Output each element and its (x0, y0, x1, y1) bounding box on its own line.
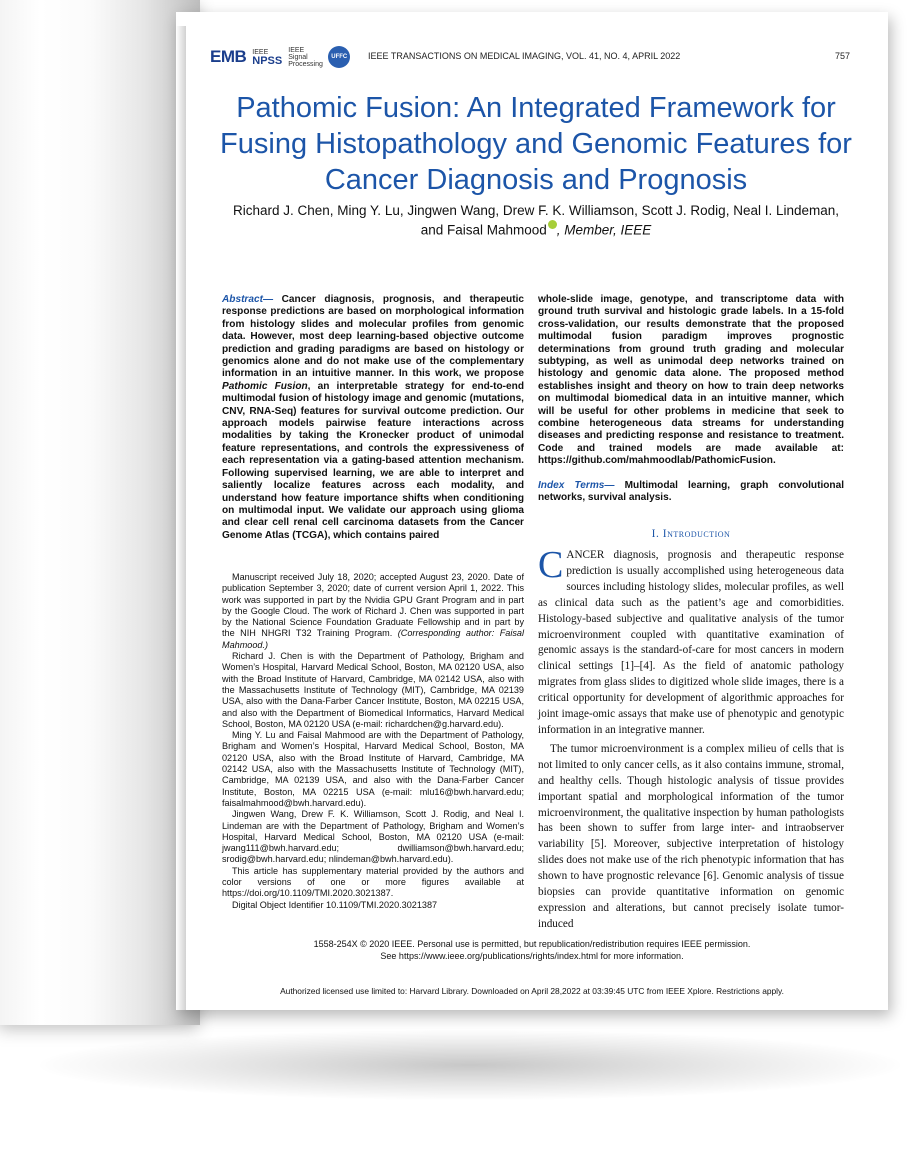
intro-paragraph-1: CANCER diagnosis, prognosis and therapeutic response prediction is usually accomplished using heterogeneous data sources including histology slides, molecular profiles, as well as clinical data such as the patient’s age and comorbidities. Histology-based subjective and qualitative analysis of the tumor microenvironment coupled with quantitative examination of genomic assays is the standard-of-care for most cancers in modern clinical settings [1]–[4]. As the field of anatomic pathology migrates from glass slides to digitized whole slide images, there is a critical opportunity for development of algorithmic approaches for joint image-omic assays that make use of phenotypic and genotypic information in an integrative manner. (538, 544, 844, 736)
curled-left-page (0, 0, 200, 1025)
page-header (176, 42, 888, 72)
index-terms (538, 480, 844, 505)
intro-first-word: ANCER (566, 549, 605, 561)
page-drop-shadow (40, 1030, 900, 1100)
footnotes (222, 572, 524, 911)
section-heading-introduction: I. Introduction (651, 528, 731, 540)
paper-title: Pathomic Fusion: An Integrated Framework for Fusing Histopathology and Genomic Features for Cancer Diagnosis and Prognosis (220, 92, 852, 196)
abstract-method-name: Pathomic Fusion (222, 380, 308, 392)
member-ieee: , Member, IEEE (556, 222, 652, 238)
society-logos (210, 42, 350, 72)
intro-paragraph-2: The tumor microenvironment is a complex milieu of cells that is not limited to only cancer cells, as it also contains immune, stromal, and healthy cells. Though histologic analysis of tissue provides important spatial and morphological information of the tumor microenvironment, the qualitative inspection by human pathologists has been shown to suffer from large inter- and intraobserver variability [5]. Moreover, subjective interpretation of histology slides does not make use of the rich phenotypic information that has shown to have prognostic relevance [6]. Genomic analysis of tissue biopsies can provide quantitative information on genomic expression and alterations, but cannot precisely isolate tumor-induced (538, 742, 844, 930)
footnote-affiliation-chen: Richard J. Chen is with the Department of Pathology, Brigham and Women’s Hospital, Harvard Medical School, Boston, MA 02120 USA, also with the Broad Institute of Harvard, Cambridge, MA 02142 USA, also with the Massachusetts Institute of Technology (MIT), Cambridge, MA 02139 USA, also with the Dana-Farber Cancer Institute, Boston, MA 02215 USA, and also with the Department of Biomedical Informatics, Harvard Medical School, Boston, MA 02120 USA (e-mail: richardchen@g.harvard.edu). (222, 651, 524, 729)
ieee-signal-processing-logo-icon: IEEE Signal Processing (288, 46, 323, 68)
abstract-left-column (222, 294, 524, 542)
authors-line-2: and Faisal Mahmood (420, 222, 547, 238)
abstract-text-1: Cancer diagnosis, prognosis, and therapeutic response predictions are based on morphological information from histology slides and molecular profiles from genomic data. However, most deep learning-based objective outcome prediction and grading paradigms are based on histology or genomics alone and do not make use of the complementary information in an intuitive manner. In this work, we propose (222, 294, 524, 380)
footnote-affiliation-lu-mahmood: Ming Y. Lu and Faisal Mahmood are with the Department of Pathology, Brigham and Women’s Hospital, Harvard Medical School, Boston, MA 02120 USA, also with the Broad Institute of Harvard, Cambridge, MA 02142 USA, also with the Massachusetts Institute of Technology (MIT), Cambridge, MA 02139 USA, and also with the Dana-Farber Cancer Institute, Boston, MA 02215 USA (e-mail: mlu16@bwh.harvard.edu; faisalmahmood@bwh.harvard.edu). (222, 730, 524, 808)
emb-logo-icon: EMB (210, 47, 247, 66)
index-terms-label: Index Terms— (538, 480, 615, 491)
page-fold-shade (176, 26, 186, 1010)
abstract-right-column: whole-slide image, genotype, and transcriptome data with ground truth survival and histologic grade labels. In a 15-fold cross-validation, our results demonstrate that the proposed multimodal fusion paradigm improves prognostic determinations from ground truth grading and molecular subtyping, as well as unimodal deep networks trained on histology and genomic data alone. The proposed method establishes insight and theory on how to train deep networks on multimodal biomedical data in an intuitive manner, which will be useful for other problems in medicine that seek to combine heterogeneous data streams for understanding diseases and predicting response and resistance to treatment. Code and trained models are made available at: https://github.com/mahmoodlab/PathomicFusion. (538, 294, 844, 467)
ieee-npss-logo-icon: IEEE NPSS (252, 48, 283, 67)
journal-running-head: IEEE TRANSACTIONS ON MEDICAL IMAGING, VOL. 41, NO. 4, APRIL 2022 (368, 51, 681, 61)
author-list (206, 202, 866, 240)
abstract-text-2: , an interpretable strategy for end-to-end multimodal fusion of histology image and genomic (mutations, CNV, RNA-Seq) features for survival outcome prediction. Our approach models pairwise feature interactions across modalities by taking the Kronecker product of unimodal feature representations, and controls the expressiveness of each representation via a gating-based attention mechanism. Following supervised learning, we are able to interpret and saliently localize features across each modality, and understand how feature importance shifts when conditioning on multimodal input. We validate our approach using glioma and clear cell renal cell carcinoma datasets from the Cancer Genome Atlas (TCGA), which contains paired (222, 380, 524, 541)
paper-page (176, 12, 888, 1010)
page-number: 757 (834, 51, 850, 61)
uffc-logo-icon: UFFC (328, 46, 350, 68)
drop-cap: C (538, 544, 564, 586)
footnote-affiliation-others: Jingwen Wang, Drew F. K. Williamson, Scott J. Rodig, and Neal I. Lindeman are with the Department of Pathology, Brigham and Women’s Hospital, Harvard Medical School, Boston, MA 02120 USA (e-mail: jwang111@bwh.harvard.edu; dwilliamson@bwh.harvard.edu; srodig@bwh.harvard.edu; nlindeman@bwh.harvard.edu). (222, 809, 524, 865)
introduction-body (538, 544, 844, 933)
footnote-supplementary: This article has supplementary material provided by the authors and color versions of one or more figures available at https://doi.org/10.1109/TMI.2020.3021387. (222, 865, 524, 899)
index-terms-text: Multimodal learning, graph convolutional networks, survival analysis. (538, 480, 845, 504)
abstract-label: Abstract— (222, 294, 274, 305)
footnote-doi: Digital Object Identifier 10.1109/TMI.2020.3021387 (232, 899, 438, 910)
footnote-manuscript: Manuscript received July 18, 2020; accepted August 23, 2020. Date of publication September 3, 2020; date of current version April 1, 2022. This work was supported in part by the Nvidia GPU Grant Program and in part by the Google Cloud. The work of Richard J. Chen was supported in part by the National Science Foundation Graduate Fellowship and in part by the NIH NHGRI T32 Training Program. (Corresponding author: Faisal Mahmood.) (222, 572, 524, 650)
copyright-notice: 1558-254X © 2020 IEEE. Personal use is permitted, but republication/redistribution requires IEEE permission. See https://www.ieee.org/publications/rights/index.html for more information. (313, 939, 751, 961)
license-notice: Authorized licensed use limited to: Harvard Library. Downloaded on April 28,2022 at 03:39:45 UTC from IEEE Xplore. Restrictions apply. (280, 986, 784, 996)
authors-line-1: Richard J. Chen, Ming Y. Lu, Jingwen Wang, Drew F. K. Williamson, Scott J. Rodig, Neal I. Lindeman, (232, 203, 840, 218)
orcid-icon[interactable] (548, 220, 557, 229)
